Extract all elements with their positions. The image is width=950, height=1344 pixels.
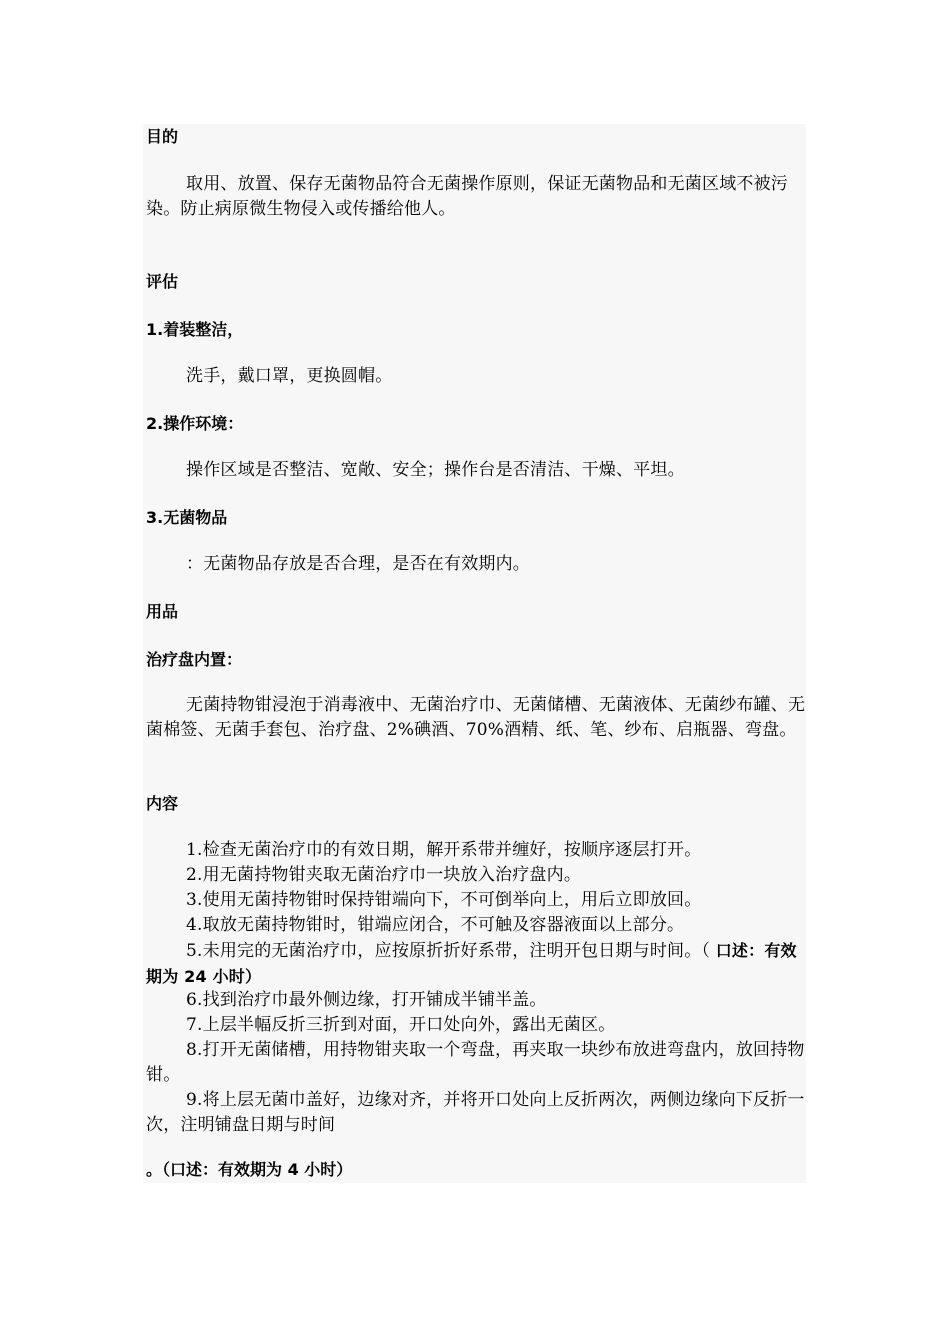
item1-heading: 1.着装整洁，: [146, 320, 244, 339]
final-note: 。（口述：有效期为 4 小时）: [146, 1160, 353, 1179]
step-5: [146, 938, 806, 990]
step-8: 8.打开无菌储槽，用持物钳夹取一个弯盘，再夹取一块纱布放进弯盘内，放回持物钳。: [146, 1040, 805, 1085]
step-5-note: 口述：有效期为 24 小时）: [146, 941, 797, 986]
item2-paragraph: 操作区域是否整洁、宽敞、安全；操作台是否清洁、干燥、平坦。: [186, 460, 685, 480]
tray-heading: 治疗盘内置：: [146, 650, 243, 669]
step-5-text: 5.未用完的无菌治疗巾，应按原折折好系带，注明开包日期与时间。（: [186, 941, 711, 961]
item3-paragraph: ：无菌物品存放是否合理，是否在有效期内。: [186, 554, 530, 574]
step-6: 6.找到治疗巾最外侧边缘，打开铺成半铺半盖。: [186, 990, 547, 1010]
step-9: 9.将上层无菌巾盖好，边缘对齐，并将开口处向上反折两次，两侧边缘向下反折一次，注明铺盘日期与时间: [146, 1090, 805, 1135]
content-heading: 内容: [146, 794, 179, 813]
step-2: 2.用无菌持物钳夹取无菌治疗巾一块放入治疗盘内。: [186, 865, 582, 885]
document-content: [143, 124, 806, 1183]
step-3: 3.使用无菌持物钳时保持钳端向下，不可倒举向上，用后立即放回。: [186, 890, 702, 910]
supplies-heading: 用品: [146, 602, 179, 621]
item3-heading: 3.无菌物品: [146, 508, 228, 527]
step-1: 1.检查无菌治疗巾的有效日期，解开系带并缠好，按顺序逐层打开。: [186, 840, 702, 860]
item2-heading: 2.操作环境：: [146, 414, 244, 433]
item1-paragraph: 洗手，戴口罩，更换圆帽。: [186, 366, 393, 386]
assessment-heading: 评估: [146, 272, 179, 291]
purpose-heading: 目的: [146, 127, 179, 146]
tray-paragraph: 无菌持物钳浸泡于消毒液中、无菌治疗巾、无菌储槽、无菌液体、无菌纱布罐、无菌棉签、无菌手套包、治疗盘、2%碘酒、70%酒精、纸、笔、纱布、启瓶器、弯盘。: [146, 695, 806, 740]
step-7: 7.上层半幅反折三折到对面，开口处向外，露出无菌区。: [186, 1015, 616, 1035]
step-4: 4.取放无菌持物钳时，钳端应闭合，不可触及容器液面以上部分。: [186, 915, 685, 935]
purpose-paragraph: 取用、放置、保存无菌物品符合无菌操作原则，保证无菌物品和无菌区域不被污染。防止病原微生物侵入或传播给他人。: [146, 174, 788, 219]
